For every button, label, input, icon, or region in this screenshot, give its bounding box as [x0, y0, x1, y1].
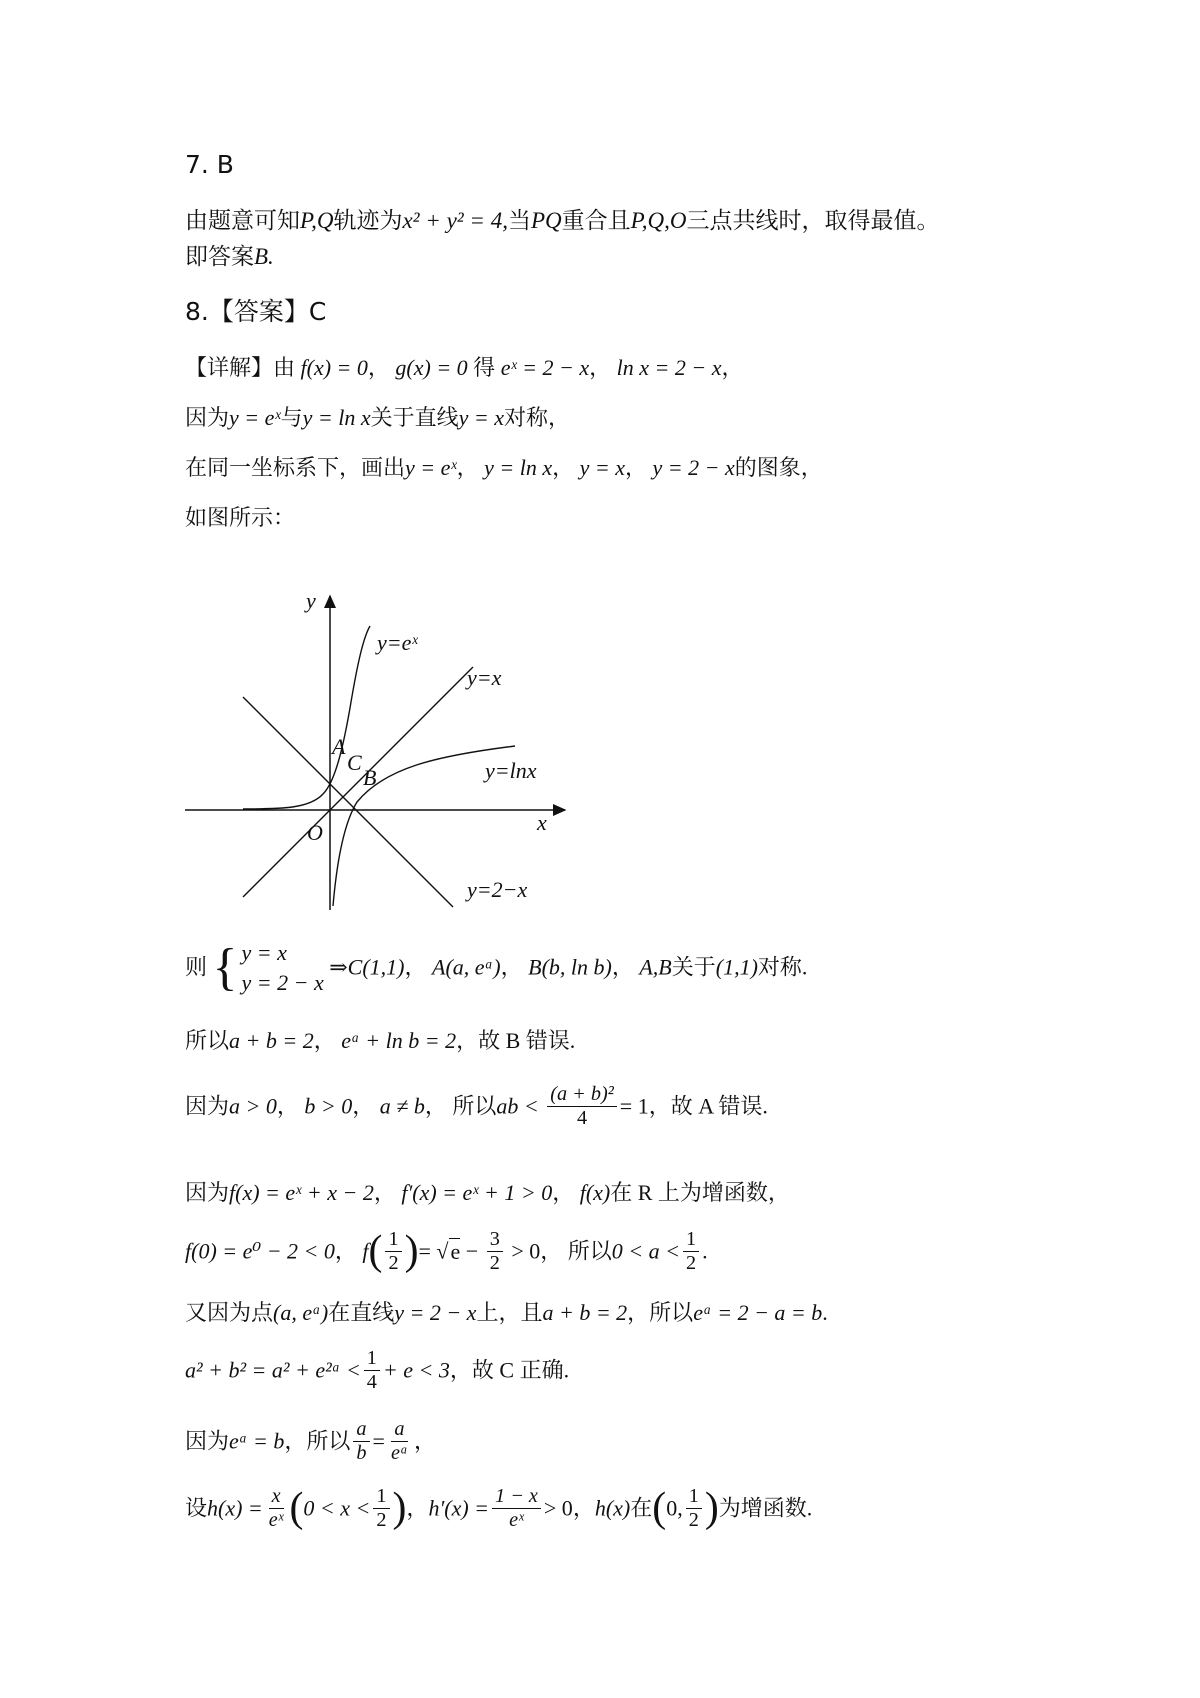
text: 因为 [185, 1180, 230, 1205]
math: P,Q [300, 208, 334, 233]
text: ， [721, 355, 744, 380]
text: ，故 A 错误. [648, 1093, 768, 1119]
math: C(1,1) [347, 954, 405, 980]
numerator: 1 [364, 1347, 380, 1371]
text: 与 [280, 405, 303, 430]
math: eᵃ = 2 − a = b [693, 1300, 823, 1325]
numerator: x [269, 1485, 284, 1509]
math: B(b, ln b) [528, 954, 612, 980]
text: ， [572, 1495, 595, 1521]
fraction [487, 1228, 503, 1276]
text: 在 [630, 1495, 653, 1521]
paren: ( [368, 1227, 383, 1274]
math: = 1 [619, 1093, 649, 1119]
math: 0 < x < [303, 1495, 371, 1521]
fraction [492, 1485, 541, 1533]
text: ， [424, 1093, 447, 1119]
math: + e < 3 [382, 1357, 450, 1383]
fraction [373, 1485, 389, 1533]
denominator: eᵃ [390, 1442, 409, 1465]
math: f′(x) = eˣ + 1 > 0 [401, 1180, 553, 1205]
fraction [385, 1228, 401, 1276]
numerator: 1 [686, 1485, 702, 1509]
math: − [460, 1238, 484, 1264]
math: eᵃ + ln b = 2 [341, 1028, 457, 1053]
denominator: 4 [366, 1371, 377, 1394]
math: y = 2 − x [394, 1300, 477, 1325]
math: y = eˣ [405, 455, 457, 480]
q7-title: 7. B [185, 150, 234, 179]
point-a-label: A [332, 734, 346, 759]
text: 因为 [185, 1093, 230, 1119]
q8-monotonic [185, 1180, 790, 1206]
line-y-2-minus-x [243, 697, 453, 907]
math: h(x) = [207, 1495, 263, 1521]
text: ， [367, 355, 390, 380]
paren: ) [392, 1484, 407, 1531]
paren: ) [404, 1227, 419, 1274]
text: ， [352, 1093, 375, 1119]
text: ， [373, 1180, 396, 1205]
radicand: e [450, 1238, 461, 1264]
paren: ) [704, 1484, 719, 1531]
text: 所以 [567, 1238, 612, 1264]
fraction [686, 1485, 702, 1533]
denominator: 2 [688, 1509, 699, 1532]
numerator: 1 [385, 1228, 401, 1252]
math: > 0 [505, 1238, 541, 1264]
text: ， [414, 1428, 437, 1454]
fraction [364, 1347, 380, 1395]
origin-label: O [307, 820, 323, 845]
math: b > 0 [304, 1093, 353, 1119]
point-c-label: C [347, 750, 362, 775]
math: y = 2 − x [241, 969, 324, 995]
math: (1,1) [715, 954, 758, 980]
math: 0, [666, 1495, 683, 1521]
denominator: eˣ [509, 1509, 524, 1532]
math: = [418, 1238, 437, 1264]
math: ab < [496, 1093, 539, 1119]
text: ， [334, 1238, 357, 1264]
text: 在直线 [328, 1300, 395, 1325]
label-exp: y=eˣ [377, 630, 418, 655]
fraction [683, 1228, 699, 1276]
text: 的图象， [734, 455, 823, 480]
math: y = x [241, 940, 287, 965]
q8-squares [185, 1347, 569, 1395]
denominator: 4 [576, 1107, 588, 1130]
numerator: 1 [683, 1228, 699, 1252]
q8-as-figure: 如图所示： [185, 505, 296, 530]
q8-ratio [185, 1418, 436, 1466]
text: 因为 [185, 1428, 230, 1454]
denominator: 2 [376, 1509, 387, 1532]
curve-exp [243, 626, 370, 809]
q8-inequality [185, 1083, 768, 1131]
math: f(x) = 0 [300, 355, 368, 380]
text: ， [540, 1238, 563, 1264]
fraction [353, 1418, 369, 1466]
math: eˣ = 2 − x [500, 355, 590, 380]
text: ，所以 [627, 1300, 694, 1325]
label-ln: y=lnx [485, 758, 537, 783]
text: 对称. [757, 954, 808, 980]
text: ， [500, 954, 523, 980]
text: 三点共线时，取得最值。 [686, 208, 940, 233]
paren: ( [289, 1484, 304, 1531]
q8-system [185, 938, 807, 997]
math: y = eˣ [229, 405, 281, 430]
math: y = 2 − x [652, 455, 735, 480]
math: a > 0 [229, 1093, 277, 1119]
equation-system [213, 938, 324, 997]
denominator: b [356, 1442, 367, 1465]
text: 关于直线 [370, 405, 459, 430]
text: ，所以 [284, 1428, 351, 1454]
text: ， [589, 355, 612, 380]
math: h′(x) = [428, 1495, 490, 1521]
text: 在 R 上为增函数， [610, 1180, 790, 1205]
math: PQ [530, 208, 562, 233]
math: a + b = 2 [542, 1300, 628, 1325]
text: 为增函数. [718, 1495, 813, 1521]
q7-line2 [185, 243, 274, 271]
math: h(x) [594, 1495, 631, 1521]
text: 关于 [671, 954, 716, 980]
text: ， [552, 455, 575, 480]
fraction [547, 1083, 617, 1131]
math: a ≠ b [379, 1093, 425, 1119]
math: y = x [458, 405, 505, 430]
text: 对称， [504, 405, 571, 430]
math: a² + b² = a² + e²ᵃ < [185, 1357, 361, 1383]
line-y-x [243, 667, 473, 897]
math: y = ln x [484, 455, 553, 480]
math: ln x = 2 − x [616, 355, 722, 380]
text: ， [276, 1093, 299, 1119]
q8-h-function [185, 1485, 812, 1533]
denominator: eˣ [268, 1509, 284, 1532]
text: ， [456, 455, 479, 480]
numerator: 3 [487, 1228, 503, 1252]
math: 0 < a < [611, 1238, 680, 1264]
text: 上，且 [476, 1300, 543, 1325]
x-axis-label: x [537, 810, 547, 835]
math: B. [254, 244, 274, 269]
text: 所以 [185, 1028, 230, 1053]
implies: ⇒ [329, 954, 348, 980]
q8-symmetry [185, 405, 570, 431]
text: 又因为点 [185, 1300, 274, 1325]
math: (a, eᵃ) [273, 1300, 329, 1325]
q8-draw [185, 455, 823, 481]
brace: { [212, 938, 238, 996]
text: 重合且 [561, 208, 631, 233]
label-identity: y=x [467, 665, 502, 690]
text: 在同一坐标系下，画出 [185, 455, 406, 480]
numerator: 1 [373, 1485, 389, 1509]
math: P,Q,O [630, 208, 687, 233]
text: 当 [507, 208, 531, 233]
numerator: a [391, 1418, 407, 1442]
y-axis-label: y [306, 588, 316, 613]
fraction [266, 1485, 287, 1533]
math: f(0) = e⁰ − 2 < 0 [185, 1238, 335, 1264]
text: . [822, 1300, 828, 1325]
text: ， [404, 954, 427, 980]
math: f(x) = eˣ + x − 2 [229, 1180, 374, 1205]
text: 所以 [452, 1093, 497, 1119]
math: y = x [579, 455, 626, 480]
text: 即答案 [185, 244, 254, 269]
paren: ( [652, 1484, 667, 1531]
text: . [702, 1238, 708, 1264]
text: ， [406, 1495, 429, 1521]
math: > 0 [543, 1495, 573, 1521]
math: g(x) = 0 [395, 355, 468, 380]
label-decreasing: y=2−x [467, 877, 528, 902]
text: ， [313, 1028, 336, 1053]
math: x² + y² = 4, [402, 208, 508, 233]
q8-detail [185, 355, 744, 381]
text: ，故 C 正确. [449, 1357, 570, 1383]
math: A,B [639, 954, 672, 980]
numerator: a [353, 1418, 369, 1442]
math: y = ln x [302, 405, 371, 430]
math: f [362, 1238, 369, 1264]
numerator: 1 − x [492, 1485, 541, 1509]
function-graph [185, 588, 585, 918]
text: 轨迹为 [333, 208, 403, 233]
math: = [372, 1428, 385, 1454]
q8-values [185, 1228, 708, 1276]
denominator: 2 [685, 1252, 697, 1275]
text: 【详解】由 [185, 355, 296, 380]
fraction [388, 1418, 411, 1466]
text: ， [625, 455, 648, 480]
math: f(x) [579, 1180, 611, 1205]
numerator: (a + b)² [547, 1083, 617, 1107]
point-b-label: B [363, 765, 377, 790]
sqrt: √e [436, 1238, 461, 1264]
denominator: 2 [489, 1252, 500, 1275]
q8-on-line [185, 1300, 828, 1326]
text: ， [552, 1180, 575, 1205]
text: ， [611, 954, 634, 980]
denominator: 2 [388, 1252, 399, 1275]
text: 由题意可知 [185, 208, 300, 233]
text: 得 [473, 355, 496, 380]
math: a + b = 2 [229, 1028, 314, 1053]
q7-line1 [185, 207, 939, 235]
q8-sum [185, 1028, 575, 1054]
math: A(a, eᵃ) [432, 954, 501, 980]
q8-title: 8.【答案】C [185, 297, 327, 326]
text: 因为 [185, 405, 230, 430]
math: eᵃ = b [229, 1428, 285, 1454]
text: 设 [185, 1495, 208, 1521]
text: 则 [185, 954, 208, 980]
text: ，故 B 错误. [456, 1028, 576, 1053]
